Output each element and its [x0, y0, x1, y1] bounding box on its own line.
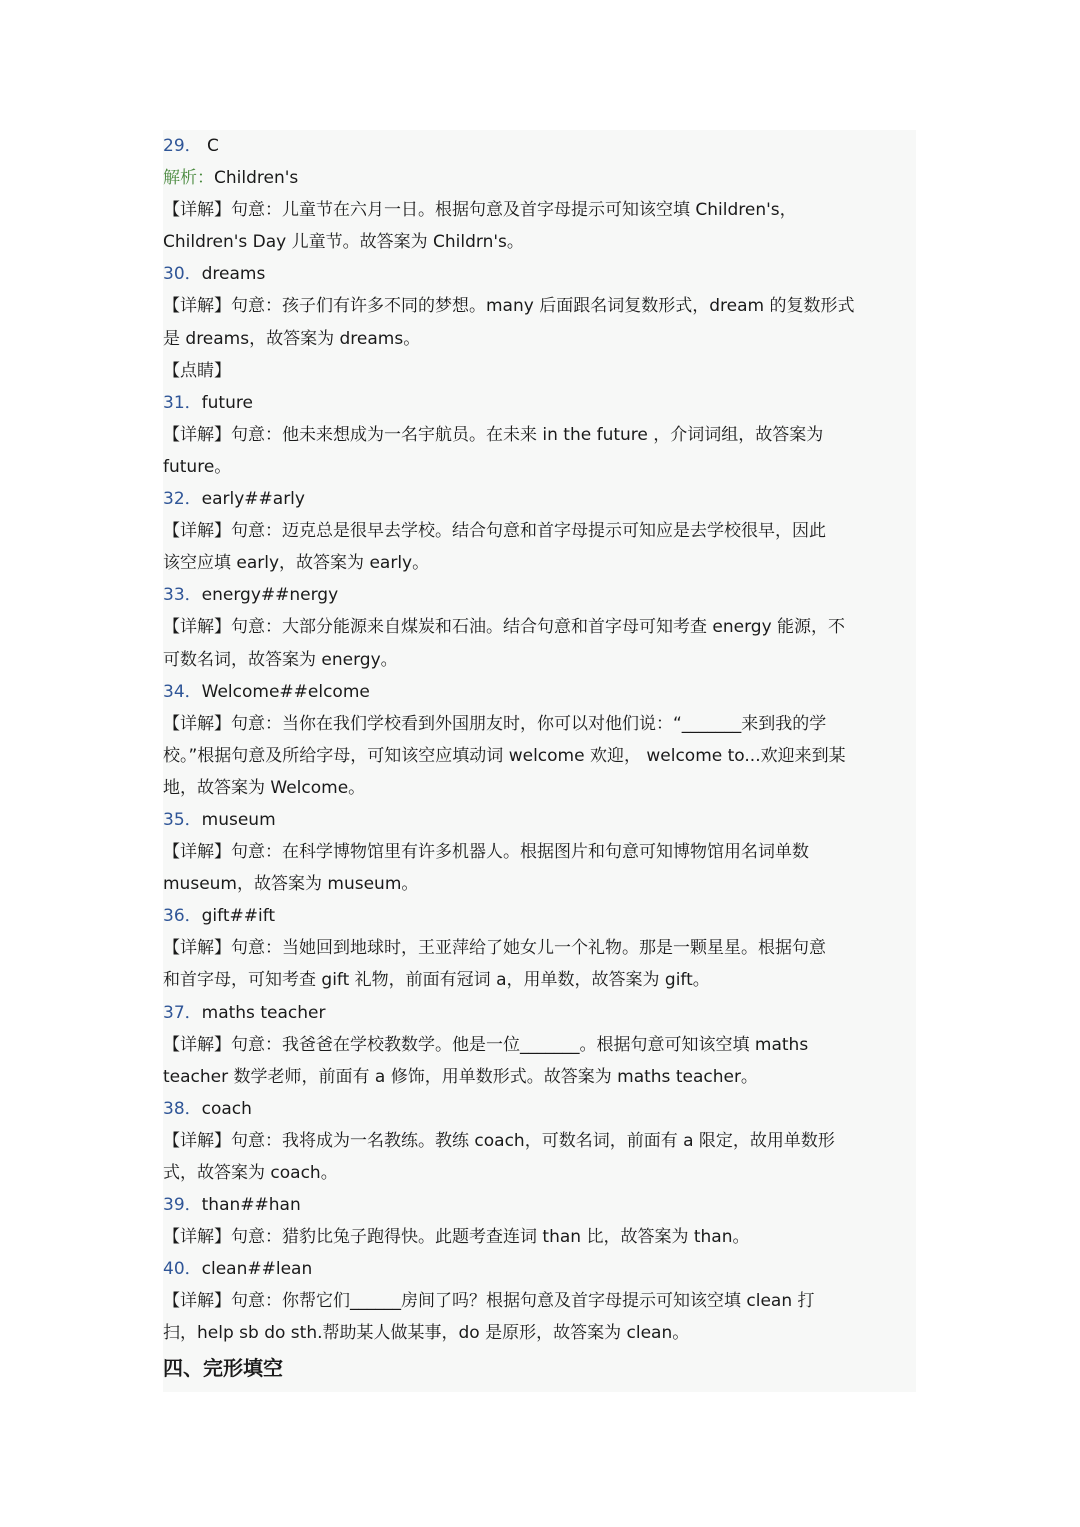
explanation-line: Children's Day 儿童节。故答案为 Childrn's。	[163, 232, 524, 253]
answer-text: maths teacher	[201, 1002, 326, 1023]
explanation-line: 该空应填 early，故答案为 early。	[163, 553, 430, 574]
section-heading: 四、完形填空	[163, 1355, 283, 1380]
answer-text: museum	[201, 809, 276, 830]
explanation-line: 【点睛】	[163, 360, 231, 381]
explanation-line: 是 dreams，故答案为 dreams。	[163, 328, 421, 349]
question-number: 31．	[163, 392, 202, 413]
answer-line	[163, 900, 916, 932]
answer-text: energy##nergy	[201, 585, 339, 606]
question-number: 34．	[163, 681, 202, 702]
explanation-line: 【详解】句意：我将成为一名教练。教练 coach，可数名词，前面有 a 限定，故用单数形	[163, 1130, 835, 1151]
question-number: 39．	[163, 1195, 202, 1216]
explanation-line: 【详解】句意：大部分能源来自煤炭和石油。结合句意和首字母可知考查 energy 能源，不	[163, 617, 846, 638]
answer-text: dreams	[201, 264, 266, 285]
answer-text: clean##lean	[201, 1259, 313, 1280]
explanation-line: 可数名词，故答案为 energy。	[163, 649, 398, 670]
answer-text: Welcome##elcome	[201, 681, 370, 702]
explanation-line: museum，故答案为 museum。	[163, 874, 419, 895]
answer-line	[163, 258, 916, 290]
explanation-line: 地，故答案为 Welcome。	[163, 777, 366, 798]
question-number: 32．	[163, 489, 202, 510]
explanation-line: 【详解】句意：他未来想成为一名宇航员。在未来 in the future ，介词词组，故答案为	[163, 424, 824, 445]
explanation-line: 【详解】句意：儿童节在六月一日。根据句意及首字母提示可知该空填 Children's，	[163, 200, 797, 221]
question-number: 38．	[163, 1098, 202, 1119]
answer-line	[163, 130, 916, 162]
answer-line	[163, 676, 916, 708]
answer-text: future	[201, 392, 253, 413]
question-number: 30．	[163, 264, 202, 285]
question-number: 36．	[163, 906, 202, 927]
answer-line	[163, 387, 916, 419]
answer-line	[163, 579, 916, 611]
answer-line	[163, 997, 916, 1029]
answer-line	[163, 1093, 916, 1125]
explanation-line: 扫，help sb do sth.帮助某人做某事，do 是原形，故答案为 clean。	[163, 1323, 690, 1344]
explanation-line: 和首字母，可知考查 gift 礼物，前面有冠词 a，用单数，故答案为 gift。	[163, 970, 710, 991]
document-page	[163, 130, 916, 1392]
answer-text: C	[207, 136, 219, 156]
question-number: 33．	[163, 585, 202, 606]
analysis-line	[163, 162, 916, 194]
answer-text: gift##ift	[201, 906, 276, 927]
explanation-line: 【详解】句意：你帮它们______房间了吗？根据句意及首字母提示可知该空填 clean 打	[163, 1291, 815, 1312]
answer-line	[163, 1189, 916, 1221]
explanation-line: 校。”根据句意及所给字母，可知该空应填动词 welcome 欢迎， welcome to...欢迎来到某	[163, 745, 846, 766]
analysis-label: 解析：	[163, 168, 214, 189]
question-number: 37．	[163, 1002, 202, 1023]
answer-list	[163, 130, 916, 1385]
explanation-line: 【详解】句意：当她回到地球时，王亚萍给了她女儿一个礼物。那是一颗星星。根据句意	[163, 938, 826, 959]
answer-text: coach	[201, 1098, 252, 1119]
explanation-line: 【详解】句意：迈克总是很早去学校。结合句意和首字母提示可知应是去学校很早，因此	[163, 521, 826, 542]
explanation-line: teacher 数学老师，前面有 a 修饰，用单数形式。故答案为 maths teacher。	[163, 1066, 758, 1087]
explanation-line: 【详解】句意：孩子们有许多不同的梦想。many 后面跟名词复数形式，dream 的复数形式	[163, 296, 855, 317]
question-number: 35．	[163, 809, 202, 830]
answer-line	[163, 483, 916, 515]
explanation-line: 【详解】句意：在科学博物馆里有许多机器人。根据图片和句意可知博物馆用名词单数	[163, 842, 809, 863]
explanation-line: future。	[163, 456, 232, 477]
question-number: 40．	[163, 1259, 202, 1280]
explanation-line: 【详解】句意：我爸爸在学校教数学。他是一位_______。根据句意可知该空填 maths	[163, 1034, 809, 1055]
answer-text: than##han	[201, 1195, 301, 1216]
explanation-line: 【详解】句意：猎豹比兔子跑得快。此题考查连词 than 比，故答案为 than。	[163, 1227, 750, 1248]
question-number: 29．	[163, 136, 202, 156]
explanation-line: 式，故答案为 coach。	[163, 1163, 338, 1183]
answer-line	[163, 1253, 916, 1285]
answer-line	[163, 804, 916, 836]
answer-text: early##arly	[201, 489, 305, 510]
explanation-line: 【详解】句意：当你在我们学校看到外国朋友时，你可以对他们说：“_______来到我的学	[163, 713, 827, 734]
analysis-value: Children's	[214, 168, 299, 189]
